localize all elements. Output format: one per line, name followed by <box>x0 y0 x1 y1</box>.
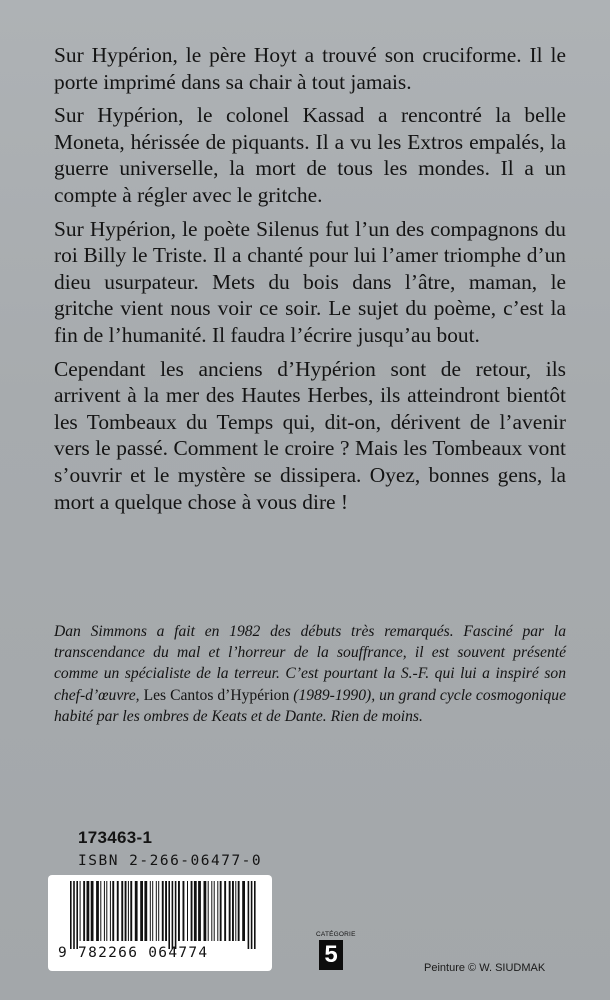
product-code: 173463-1 <box>78 828 153 847</box>
barcode-bar <box>112 881 114 941</box>
barcode-bar <box>238 881 240 941</box>
barcode-bar <box>168 881 170 949</box>
barcode-bar <box>229 881 231 941</box>
barcode-bar <box>251 881 253 949</box>
barcode-bar <box>96 881 99 941</box>
author-bio <box>54 621 566 727</box>
barcode-bar <box>135 881 138 941</box>
barcode-bar <box>110 881 111 941</box>
barcode-bar <box>235 881 236 941</box>
barcode-bar <box>87 881 90 941</box>
barcode-bar <box>175 881 177 949</box>
barcode-bar <box>204 881 207 941</box>
barcode-bar <box>76 881 78 949</box>
author-bio-work-title: Les Cantos d’Hypérion <box>143 686 290 704</box>
barcode-bar <box>121 881 123 941</box>
barcode-bar <box>191 881 193 941</box>
barcode <box>48 875 272 971</box>
barcode-bar <box>165 881 167 941</box>
barcode-bar <box>156 881 157 941</box>
blurb-paragraph-silenus: Sur Hypérion, le poète Silenus fut l’un des compagnons du roi Billy le Triste. Il a chanté pour lui l’amer triomphe d’un dieu usurpateur. Mets du bois dans l’âtre, maman, le gritche vient nous voir ce soir. Le sujet du poème, c’est la fin de l’humanité. Il faudra l’écrire jusqu’au bout. <box>54 216 566 347</box>
blurb-paragraph-hoyt: Sur Hypérion, le père Hoyt a trouvé son cruciforme. Il le porte imprimé dans sa chair à tout jamais. <box>54 43 566 94</box>
barcode-bar <box>140 881 143 941</box>
barcode-bar <box>70 881 72 949</box>
barcode-bar <box>83 881 85 941</box>
barcode-bar <box>130 881 132 941</box>
barcode-bar <box>128 881 129 941</box>
barcode-bar <box>144 881 147 941</box>
barcode-bar <box>125 881 127 941</box>
barcode-bar <box>152 881 153 941</box>
barcode-bar <box>187 881 188 941</box>
author-bio-text-2: (1989-1990), un grand cycle cosmogonique habité par les ombres de Keats et de Dante. Rien de moins. <box>54 686 567 725</box>
barcode-bar <box>254 881 256 949</box>
isbn-number: ISBN 2-266-06477-0 <box>78 853 263 869</box>
barcode-bar <box>178 881 180 941</box>
barcode-bar <box>217 881 218 941</box>
category-number: 5 <box>319 940 343 970</box>
barcode-bar <box>172 881 174 949</box>
barcode-bar <box>162 881 164 941</box>
barcode-bar <box>220 881 222 941</box>
barcode-bar <box>100 881 101 941</box>
barcode-bar <box>104 881 105 941</box>
category-badge <box>316 931 356 970</box>
barcode-bar <box>242 881 245 941</box>
barcode-bar <box>248 881 250 949</box>
barcode-bar <box>80 881 81 941</box>
barcode-bar <box>194 881 197 941</box>
barcode-bar <box>208 881 209 941</box>
barcode-bar <box>106 881 107 941</box>
barcode-bar <box>224 881 226 941</box>
barcode-bar <box>117 881 119 941</box>
category-label: CATÉGORIE <box>316 931 356 938</box>
barcode-bar <box>214 881 215 941</box>
barcode-digits: 9 782266 064774 <box>58 945 209 961</box>
barcode-bar <box>91 881 94 941</box>
blurb <box>54 42 566 522</box>
author-bio-text-1: Dan Simmons a fait en 1982 des débuts très remarqués. Fasciné par la transcendance du mal et l’horreur de la souffrance, il est souvent présenté comme un spécialiste de la terreur. C’est pourtant la S.-F. qui lui a inspiré son chef-d’œuvre, <box>54 623 566 704</box>
barcode-bar <box>183 881 185 941</box>
barcode-bar <box>158 881 159 941</box>
barcode-bar <box>198 881 201 941</box>
barcode-bar <box>211 881 212 941</box>
blurb-paragraph-kassad: Sur Hypérion, le colonel Kassad a rencontré la belle Moneta, hérissée de piquants. Il a vu les Extros empalés, la guerre universelle, la mort de tous les mondes. Il a un compte à régler avec le gritche. <box>54 103 566 207</box>
blurb-paragraph-return: Cependant les anciens d’Hypérion sont de retour, ils arrivent à la mer des Hautes Herbes, ils atteindront bientôt les Tombeaux du Temps qui, dit-on, dérivent de l’avenir vers le passé. Comment le croire ? Mais les Tombeaux vont s’ouvrir et le mystère se dissipera. Oyez, bonnes gens, la mort a quelque chose à vous dire ! <box>54 356 566 514</box>
cover-art-credit: Peinture © W. SIUDMAK <box>424 962 546 974</box>
barcode-bar <box>73 881 75 949</box>
barcode-bar <box>150 881 151 941</box>
barcode-bar <box>232 881 234 941</box>
